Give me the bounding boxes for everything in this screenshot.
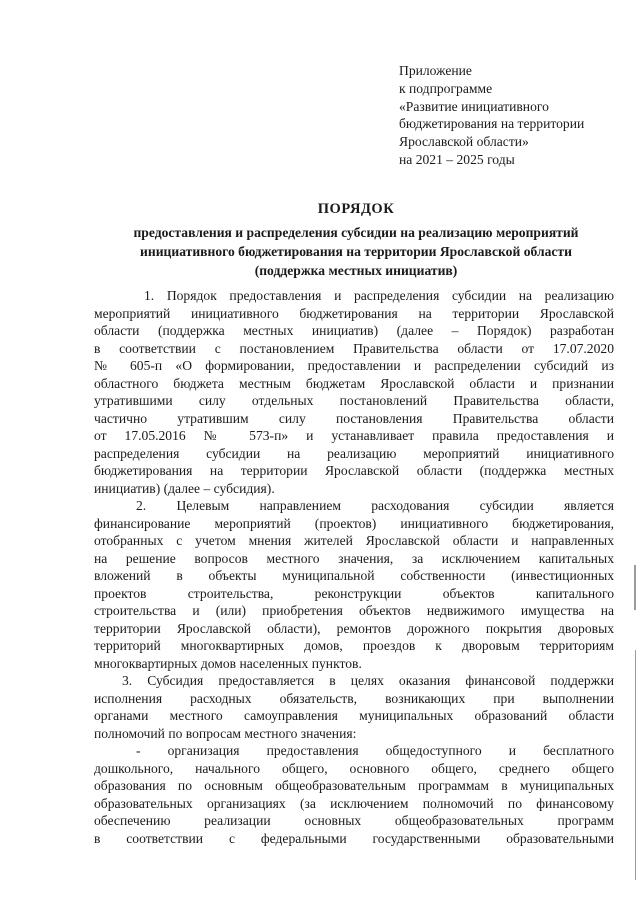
paragraph-1-line: частично утратившим силу постановления Правительства области: [94, 410, 614, 426]
appendix-line: Ярославской области»: [399, 134, 529, 150]
paragraph-2-line: многоквартирных домов населенных пунктов.: [94, 655, 362, 671]
appendix-line: бюджетирования на территории: [399, 116, 585, 132]
paragraph-3-line: полномочий по вопросам местного значения:: [94, 725, 357, 741]
document-title-block: [96, 200, 616, 280]
paragraph-2-line: территории Ярославской области), ремонтов дорожного покрытия дворовых: [94, 620, 614, 636]
paragraph-3-line: органами местного самоуправления муниципальных образований области: [94, 708, 614, 723]
appendix-header: [399, 62, 629, 169]
paragraph-1-line: от 17.05.2016 № 573-п» и устанавливает правила предоставления и: [94, 428, 614, 443]
paragraph-2-line: 2. Целевым направлением расходования субсидии является: [136, 498, 614, 513]
paragraph-1-line: бюджетирования на территории Ярославской области (поддержка местных: [94, 463, 614, 478]
document-subtitle-line: (поддержка местных инициатив): [254, 263, 458, 278]
paragraph-2-line: проектов строительства, реконструкции объектов капитального: [94, 585, 614, 601]
paragraph-1-line: распределения субсидии на реализацию мероприятий инициативного: [94, 445, 614, 461]
paragraph-2-line: территорий многоквартирных домов, проездов к дворовым территориям: [94, 638, 614, 653]
paragraph-1-line: мероприятий инициативного бюджетирования на территории Ярославской: [94, 305, 614, 321]
paragraph-2-line: финансирование мероприятий (проектов) инициативного бюджетирования,: [94, 515, 614, 531]
appendix-line: «Развитие инициативного: [399, 98, 549, 114]
paragraph-3-line: исполнения расходных обязательств, возникающих при выполнении: [94, 690, 614, 706]
list-item-line: - организация предоставления общедоступного и бесплатного: [136, 743, 614, 758]
document-title: ПОРЯДОК: [317, 201, 395, 217]
paragraph-2-line: на решение вопросов местного значения, за исключением капитальных: [94, 550, 614, 566]
paragraph-1-line: в соответствии с постановлением Правительства области от 17.07.2020: [94, 340, 614, 356]
scan-edge-mark: [634, 565, 636, 610]
document-subtitle-line: инициативного бюджетирования на территории Ярославской области: [140, 244, 572, 259]
paragraph-1-line: областного бюджета местным бюджетам Ярославской области и признании: [94, 375, 614, 391]
paragraph-1-line: № 605-п «О формировании, предоставлении и распределении субсидий из: [94, 358, 614, 373]
list-item-line: дошкольного, начального общего, основного общего, среднего общего: [94, 760, 614, 776]
appendix-line: Приложение: [399, 63, 472, 78]
document-body: [94, 287, 614, 847]
paragraph-1-line: области (поддержка местных инициатив) (далее – Порядок) разработан: [94, 323, 614, 338]
paragraph-3-line: 3. Субсидия предоставляется в целях оказания финансовой поддержки: [122, 673, 614, 688]
paragraph-2-line: вложений в объекты муниципальной собственности (инвестиционных: [94, 568, 614, 583]
paragraph-1-line: 1. Порядок предоставления и распределения субсидии на реализацию: [144, 288, 614, 303]
list-item-line: обеспечению реализации основных общеобразовательных программ: [94, 813, 614, 828]
appendix-line: на 2021 – 2025 годы: [399, 151, 515, 167]
paragraph-1-line: инициатив) (далее – субсидия).: [94, 480, 275, 496]
document-subtitle-line: предоставления и распределения субсидии на реализацию мероприятий: [133, 225, 579, 240]
list-item-line: в соответствии с федеральными государственными образовательными: [94, 830, 614, 846]
appendix-line: к подпрограмме: [399, 80, 493, 96]
paragraph-2-line: строительства и (или) приобретения объектов недвижимого имущества на: [94, 603, 614, 618]
scan-edge-mark: [635, 650, 636, 880]
list-item-line: образования по основным общеобразовательным программам в муниципальных: [94, 778, 614, 793]
paragraph-1-line: утратившими силу отдельных постановлений Правительства области,: [94, 393, 614, 408]
list-item-line: образовательных организациях (за исключением полномочий по финансовому: [94, 795, 614, 811]
paragraph-2-line: отобранных с учетом мнения жителей Ярославской области и направленных: [94, 533, 614, 548]
